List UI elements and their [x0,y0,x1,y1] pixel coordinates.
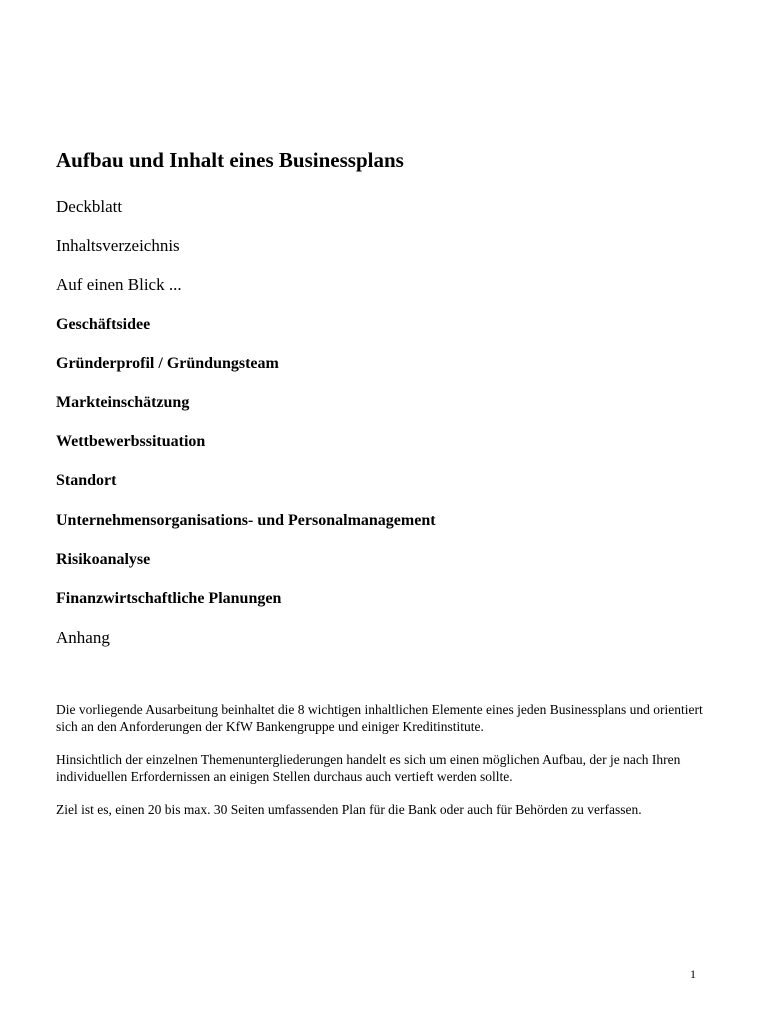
toc-item: Anhang [56,628,110,648]
toc-item: Gründerprofil / Gründungsteam [56,354,279,372]
toc-item: Wettbewerbssituation [56,433,206,451]
toc-item: Finanzwirtschaftliche Planungen [56,589,282,607]
toc-item: Standort [56,472,117,490]
toc-item: Geschäftsidee [56,315,151,333]
toc-item: Markteinschätzung [56,393,190,411]
page-number: 1 [690,967,696,981]
toc-item: Unternehmensorganisations- und Personalmanagement [56,511,436,529]
document-title: Aufbau und Inhalt eines Businessplans [56,148,404,172]
table-of-contents [56,196,436,666]
toc-item: Auf einen Blick ... [56,275,182,295]
intro-text [56,701,706,834]
intro-paragraph: Hinsichtlich der einzelnen Themenuntergliederungen handelt es sich um einen möglichen Aufbau, der je nach Ihren individuellen Erfordernissen an einigen Stellen durchaus auch vertieft werden sollte. [56,752,681,784]
intro-paragraph: Die vorliegende Ausarbeitung beinhaltet die 8 wichtigen inhaltlichen Elemente eines jeden Businessplans und orientiert sich an den Anforderungen der KfW Bankengruppe und einiger Kreditinstitute. [56,702,703,734]
toc-item: Deckblatt [56,197,123,216]
toc-item: Inhaltsverzeichnis [56,236,180,256]
intro-paragraph: Ziel ist es, einen 20 bis max. 30 Seiten umfassenden Plan für die Bank oder auch für Behörden zu verfassen. [56,802,642,817]
toc-item: Risikoanalyse [56,550,151,568]
